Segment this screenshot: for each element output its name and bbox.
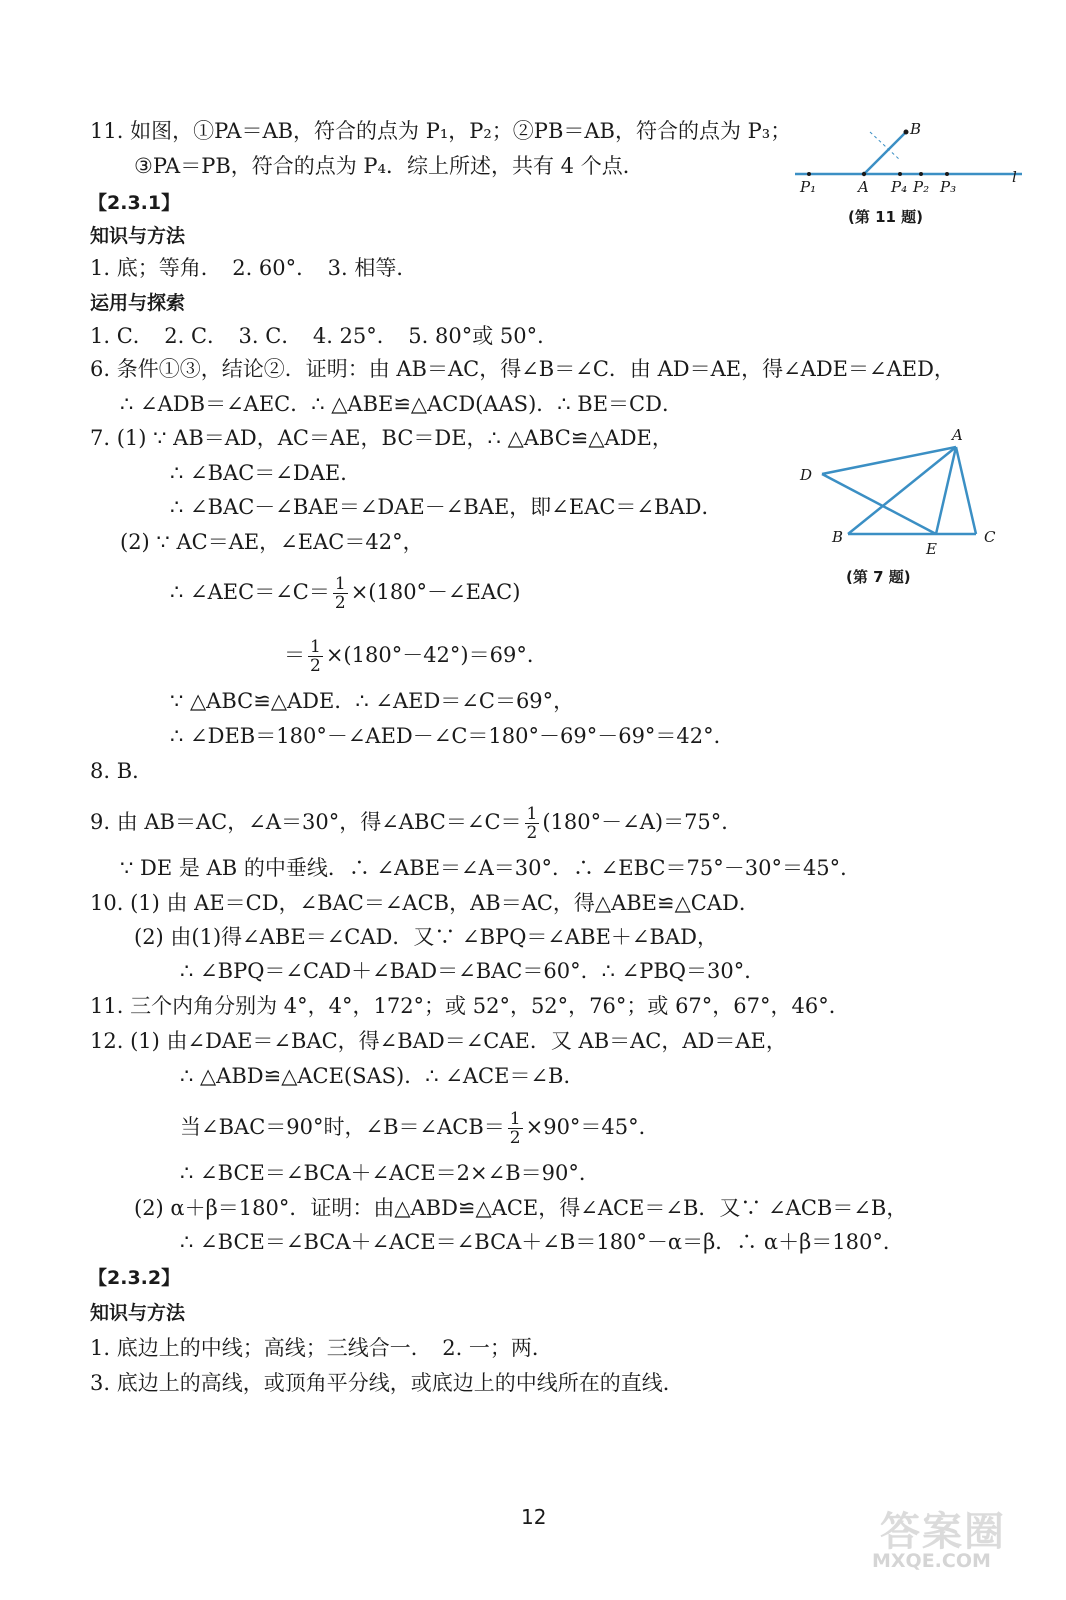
answer-12-2-line2: ∴ ∠BCE＝∠BCA＋∠ACE＝∠BCA＋∠B＝180°－α＝β．∴ α＋β＝180°． [180, 1230, 904, 1254]
point-p1 [807, 172, 811, 176]
figure-11-caption: (第 11 题) [848, 208, 924, 226]
perpendicular-bisector [870, 132, 900, 160]
point-a [862, 172, 866, 176]
answer-10-1: 10. (1) 由 AE＝CD，∠BAC＝∠ACB，AB＝AC，得△ABE≌△CAD． [90, 891, 760, 915]
text-segment: ＝ [284, 643, 305, 667]
answer-7-1-line1: 7. (1) ∵ AB＝AD，AC＝AE，BC＝DE，∴ △ABC≌△ADE， [90, 426, 673, 450]
label-d: D [800, 466, 813, 484]
km2-answer-3: 3. 底边上的高线，或顶角平分线，或底边上的中线所在的直线． [90, 1371, 684, 1395]
segment-ab [864, 132, 906, 174]
label-a: A [952, 426, 963, 444]
fraction-half: $\frac{1}{2}$ [310, 637, 321, 676]
label-a: A [858, 178, 869, 196]
answer-8: 8. B． [90, 759, 154, 783]
text-segment: ×(180°－42°)＝69°． [325, 643, 548, 667]
watermark-url: MXQE.COM [872, 1550, 991, 1572]
label-p2: P₂ [913, 178, 930, 196]
figure-7-diagram [790, 420, 1010, 560]
answer-12-1-line2: ∴ △ABD≌△ACE(SAS)．∴ ∠ACE＝∠B． [180, 1064, 585, 1088]
label-c: C [984, 528, 996, 546]
text-segment: ∴ ∠AEC＝∠C＝ [170, 580, 330, 604]
label-e: E [926, 540, 937, 558]
section-header-2-3-2: 【2.3.2】 [88, 1267, 181, 1289]
label-l: l [1012, 168, 1017, 186]
answer-12-1-line1: 12. (1) 由∠DAE＝∠BAC，得∠BAD＝∠CAE．又 AB＝AC，AD＝AE， [90, 1029, 787, 1053]
answer-11-line2: ③PA＝PB，符合的点为 P₄．综上所述，共有 4 个点． [134, 154, 644, 178]
subsection-knowledge-method: 知识与方法 [90, 225, 186, 247]
km2-answers-1-2: 1. 底边上的中线；高线；三线合一． 2. 一；两． [90, 1336, 553, 1360]
fraction-half: $\frac{1}{2}$ [334, 574, 346, 613]
answer-11-line1: 11. 如图，①PA＝AB，符合的点为 P₁，P₂；②PB＝AB，符合的点为 P₃； [90, 119, 792, 143]
text-segment: (180°－∠A)＝75°． [542, 810, 743, 834]
label-p1: P₁ [800, 178, 817, 196]
point-p4 [898, 172, 902, 176]
watermark [872, 1500, 1022, 1580]
segment-ac [956, 447, 976, 534]
label-b: B [910, 120, 922, 138]
answer-12-1-line4: ∴ ∠BCE＝∠BCA＋∠ACE＝2×∠B＝90°． [180, 1161, 600, 1185]
watermark-logo: 答案圈 [880, 1509, 1006, 1555]
text-segment: 9. 由 AB＝AC，∠A＝30°，得∠ABC＝∠C＝ [90, 810, 522, 834]
answer-7-1-line3: ∴ ∠BAC－∠BAE＝∠DAE－∠BAE，即∠EAC＝∠BAD． [170, 495, 723, 519]
answer-10-2-line2: ∴ ∠BPQ＝∠CAD＋∠BAD＝∠BAC＝60°．∴ ∠PBQ＝30°． [180, 959, 766, 983]
answer-6-line1: 6. 条件①③，结论②．证明：由 AB＝AC，得∠B＝∠C．由 AD＝AE，得∠ADE＝∠AED， [90, 357, 955, 381]
answer-7-2-line5: ∴ ∠DEB＝180°－∠AED－∠C＝180°－69°－69°＝42°． [170, 724, 735, 748]
subsection-application: 运用与探索 [90, 292, 186, 314]
answer-12-2-line1: (2) α＋β＝180°．证明：由△ABD≌△ACE，得∠ACE＝∠B．又∵ ∠ACB＝∠B， [134, 1196, 908, 1220]
text-segment: ×90°＝45°． [525, 1115, 660, 1139]
answer-7-2-line1: (2) ∵ AC＝AE，∠EAC＝42°， [120, 530, 424, 554]
answer-12-1-line3 [180, 1110, 660, 1147]
answer-7-2-line4: ∵ △ABC≌△ADE．∴ ∠AED＝∠C＝69°， [170, 689, 575, 713]
answer-11: 11. 三个内角分别为 4°，4°，172°；或 52°，52°，76°；或 67°，67°，46°． [90, 994, 850, 1018]
point-p2 [919, 172, 923, 176]
page-number: 12 [521, 1505, 547, 1529]
answer-7-2-line2 [170, 575, 520, 612]
subsection-knowledge-method-2: 知识与方法 [90, 1302, 186, 1324]
point-p3 [945, 172, 949, 176]
answer-6-line2: ∴ ∠ADB＝∠AEC．∴ △ABE≌△ACD(AAS)．∴ BE＝CD． [120, 392, 683, 416]
label-p3: P₃ [940, 178, 957, 196]
text-segment: ×(180°－∠EAC) [350, 580, 521, 604]
answer-9-line1 [90, 805, 742, 842]
km-answers-1-3: 1. 底；等角． 2. 60°． 3. 相等． [90, 256, 418, 280]
answer-10-2-line1: (2) 由(1)得∠ABE＝∠CAD．又∵ ∠BPQ＝∠ABE＋∠BAD， [134, 925, 718, 949]
answer-9-line2: ∵ DE 是 AB 的中垂线．∴ ∠ABE＝∠A＝30°．∴ ∠EBC＝75°－30°＝45°． [120, 856, 862, 880]
section-header-2-3-1: 【2.3.1】 [88, 192, 181, 214]
label-p4: P₄ [891, 178, 908, 196]
answer-7-1-line2: ∴ ∠BAC＝∠DAE． [170, 461, 362, 485]
app-answers-1-5: 1. C． 2. C． 3. C． 4. 25°． 5. 80°或 50°． [90, 324, 559, 348]
fraction-half: $\frac{1}{2}$ [509, 1109, 521, 1148]
label-b: B [832, 528, 844, 546]
fraction-half: $\frac{1}{2}$ [526, 804, 538, 843]
segment-de [822, 474, 936, 534]
answer-7-2-line3 [284, 638, 548, 675]
figure-7-caption: (第 7 题) [846, 568, 911, 586]
segment-da [822, 447, 956, 474]
point-b [904, 130, 909, 135]
text-segment: 当∠BAC＝90°时，∠B＝∠ACB＝ [180, 1115, 505, 1139]
figure-11-diagram [790, 112, 1030, 204]
